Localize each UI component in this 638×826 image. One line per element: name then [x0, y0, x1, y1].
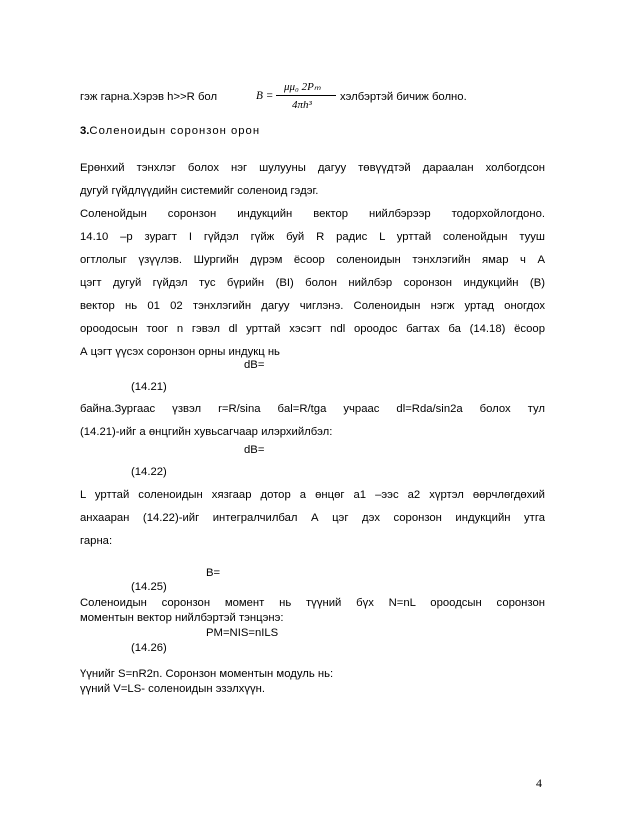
paragraph-line: Үүнийг S=nR2n. Соронзон моментын модуль нь:: [80, 668, 334, 680]
section-heading: [80, 125, 260, 137]
formula-lhs: B =: [256, 90, 274, 102]
paragraph-line: цэгт дугуй гүйдэл тус бүрийн (BI) болон нийлбэр соронзон индукцийн (B): [80, 277, 545, 289]
paragraph-line: (14.21)-ийг а өнцгийн хувьсагчаар илэрхийлбэл:: [80, 426, 333, 438]
equation-lhs: dB=: [244, 444, 265, 456]
paragraph-line: вектор нь 01 02 тэнхлэгийн дагуу чиглэнэ. Соленоидын нэгж уртад оногдох: [80, 300, 545, 312]
equation-number: (14.26): [131, 642, 167, 654]
paragraph-line: Соленоидын соронзон момент нь түүний бүх N=nL ороодсын соронзон: [80, 597, 545, 609]
equation-number: (14.21): [131, 381, 167, 393]
paragraph-line: Соленойдын соронзон индукцийн вектор нийлбэрээр тодорхойлогдоно.: [80, 208, 545, 220]
equation-lhs: B=: [206, 567, 221, 579]
equation-number: (14.25): [131, 581, 167, 593]
text-line-intro-end: хэлбэртэй бичиж болно.: [340, 91, 467, 103]
formula-field-strength: [256, 76, 336, 116]
formula-numerator: μμ₀ 2Pₘ: [284, 81, 321, 93]
page-number: 4: [536, 776, 542, 790]
paragraph-line: байна.Зургаас үзвэл r=R/sina бal=R/tga учраас dl=Rda/sin2a болох тул: [80, 403, 545, 415]
equation-lhs: dB=: [244, 359, 265, 371]
paragraph-line: 14.10 –р зурагт I гүйдэл гүйж буй R радис L урттай соленойдын тууш: [80, 231, 545, 243]
paragraph-line: L урттай соленоидын хязгаар дотор а өнцөг а1 –ээс а2 хүртэл өөрчлөгдөхий: [80, 489, 545, 501]
paragraph-line: дугуй гүйдлүүдийн системийг соленоид гэдэг.: [80, 185, 319, 197]
fraction-bar: [276, 95, 336, 96]
paragraph-line: А цэгт үүсэх соронзон орны индукц нь: [80, 346, 280, 358]
equation-lhs: PM=NIS=nILS: [206, 627, 279, 639]
section-number: 3.: [80, 125, 90, 137]
section-title: Соленоидын соронзон орон: [89, 125, 261, 137]
paragraph-line: Ерөнхий тэнхлэг болох нэг шулууны дагуу төвүүдтэй дараалан холбогдсон: [80, 162, 545, 174]
paragraph-line: огтлолыг үзүүлэв. Шургийн дүрэм ёсоор соленоидын тэнхлэгийн ямар ч А: [80, 254, 545, 266]
paragraph-line: моментын вектор нийлбэртэй тэнцэнэ:: [80, 612, 284, 624]
equation-number: (14.22): [131, 466, 167, 478]
paragraph-line: анхааран (14.22)-ийг интегралчилбал А цэг дэх соронзон индукцийн утга: [80, 512, 545, 524]
paragraph-line: үүний V=LS- соленоидын эзэлхүүн.: [80, 683, 265, 695]
paragraph-line: ороодосын тоог n гэвэл dl урттай хэсэгт ndl ороодос багтах ба (14.18) ёсоор: [80, 323, 545, 335]
paragraph-line: гарна:: [80, 535, 113, 547]
formula-denominator: 4πh³: [292, 99, 312, 111]
text-line-intro: гэж гарна.Хэрэв h>>R бол: [80, 91, 218, 103]
